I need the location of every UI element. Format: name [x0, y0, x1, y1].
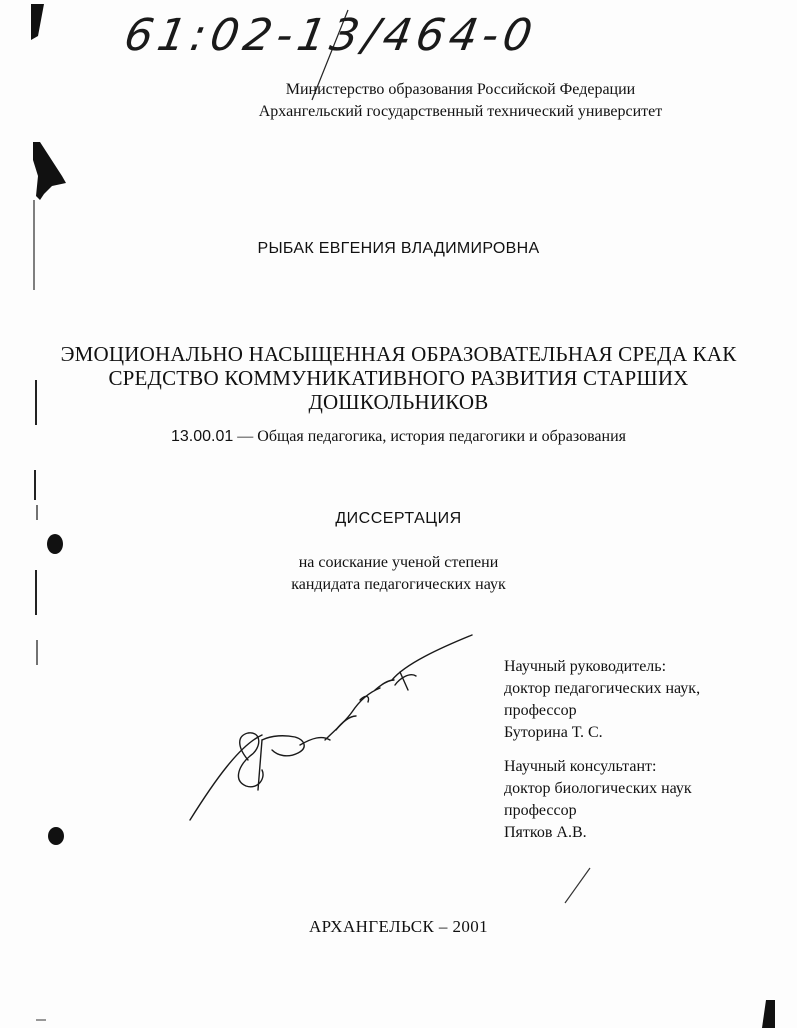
degree-block [0, 552, 797, 596]
title-line-2: СРЕДСТВО КОММУНИКАТИВНОГО РАЗВИТИЯ СТАРШИХ [108, 366, 689, 390]
advisors-block [504, 656, 700, 844]
specialty-line [0, 428, 797, 446]
supervisor-rank: профессор [504, 702, 577, 719]
title-line-3: ДОШКОЛЬНИКОВ [308, 390, 489, 414]
consultant-role: Научный консультант: [504, 758, 657, 775]
city-year: АРХАНГЕЛЬСК – 2001 [308, 917, 489, 936]
consultant-degree: доктор биологических наук [504, 780, 692, 797]
scan-corner-mark-bottom [762, 1000, 775, 1028]
archive-code-handwritten: 61:02-13/464-0 [120, 10, 541, 61]
supervisor-role: Научный руководитель: [504, 658, 667, 675]
pen-stroke-mark [565, 868, 590, 903]
consultant-name: Пятков А.В. [504, 824, 587, 841]
specialty-code: 13.00.01 [170, 428, 234, 445]
degree-line-1: на соискание ученой степени [298, 554, 499, 571]
ministry-name: Министерство образования Российской Федерации [285, 81, 636, 98]
scan-arrow-mark [33, 142, 66, 200]
author-name: РЫБАК ЕВГЕНИЯ ВЛАДИМИРОВНА [257, 240, 540, 257]
university-name: Архангельский государственный технический университет [258, 103, 663, 120]
supervisor-degree: доктор педагогических наук, [504, 680, 701, 697]
punch-hole-mark [48, 827, 64, 845]
advisors-gap [504, 744, 700, 756]
scan-corner-mark-top [31, 4, 44, 40]
specialty-name: Общая педагогика, история педагогики и образования [257, 428, 627, 445]
specialty-separator: — [233, 428, 258, 445]
degree-line-2: кандидата педагогических наук [291, 576, 506, 593]
ministry-header [0, 79, 797, 123]
consultant-rank: профессор [504, 802, 577, 819]
supervisor-name: Буторина Т. С. [504, 724, 603, 741]
title-line-1: ЭМОЦИОНАЛЬНО НАСЫЩЕННАЯ ОБРАЗОВАТЕЛЬНАЯ СРЕДА КАК [60, 342, 737, 366]
author-signature [190, 635, 472, 820]
punch-hole-mark [47, 534, 63, 554]
document-type: ДИССЕРТАЦИЯ [335, 510, 462, 527]
dissertation-title [0, 342, 797, 414]
